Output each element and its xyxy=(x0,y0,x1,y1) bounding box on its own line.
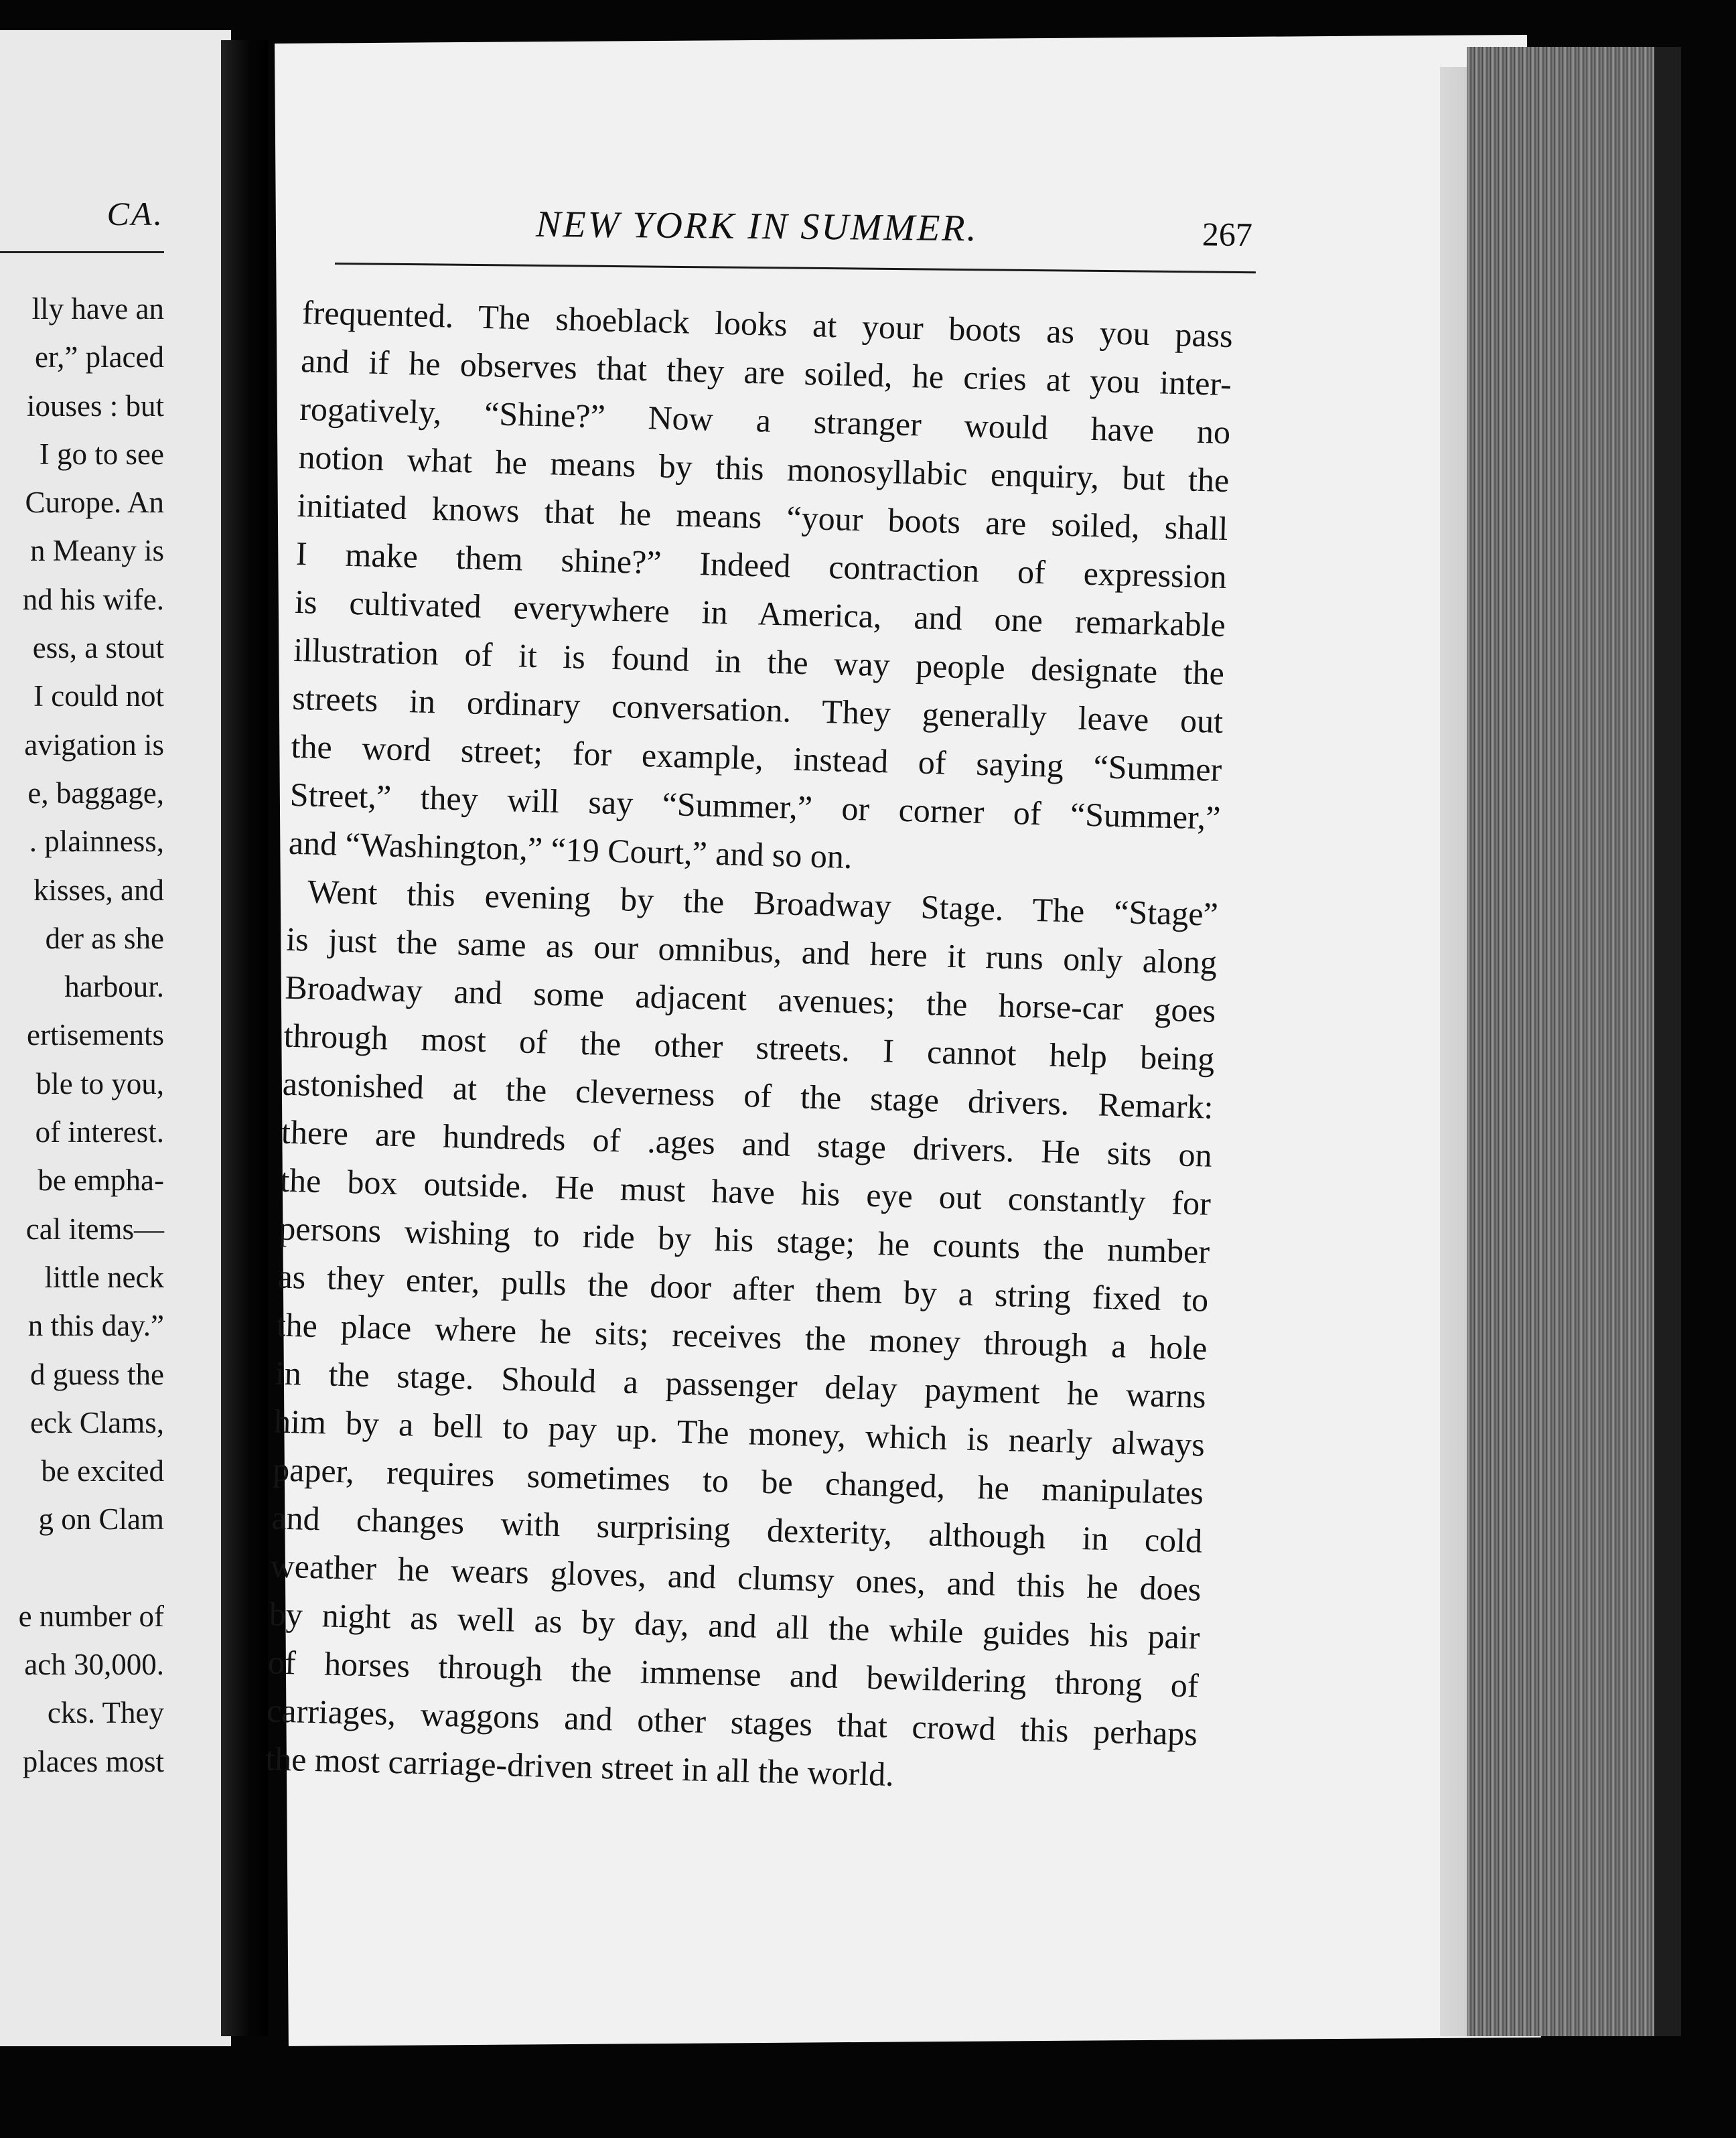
left-running-head: CA. xyxy=(106,195,164,232)
text-line: Broadway and some adjacent avenues; the horse-car goes xyxy=(284,968,1216,1029)
left-text-line: places most xyxy=(22,1744,164,1778)
left-text-line: I go to see xyxy=(39,437,164,471)
text-line: the word street; for example, instead of saying “Summer xyxy=(290,727,1222,788)
left-text-line: cal items— xyxy=(25,1212,164,1246)
text-line: weather he wears gloves, and clumsy ones, and this he does xyxy=(270,1547,1202,1608)
text-line: and changes with surprising dexterity, although in cold xyxy=(271,1498,1203,1560)
text-line: initiated knows that he means “your boots are soiled, shall xyxy=(297,486,1229,548)
running-head: NEW YORK IN SUMMER. xyxy=(535,203,979,250)
text-line: by night as well as by day, and all the while guides his pair xyxy=(269,1595,1201,1656)
left-text-line: n Meany is xyxy=(30,534,164,568)
paragraph xyxy=(288,288,1233,890)
left-text-line: I could not xyxy=(33,679,164,713)
left-text-line: harbour. xyxy=(64,970,164,1004)
left-text-line: ertisements xyxy=(27,1018,164,1052)
text-line: paper, requires sometimes to be changed, he manipulates xyxy=(272,1450,1204,1512)
text-line: carriages, waggons and other stages that crowd this perhaps xyxy=(266,1691,1198,1753)
text-line: the box outside. He must have his eye out constantly for xyxy=(279,1161,1212,1222)
text-line: of horses through the immense and bewildering throng of xyxy=(267,1643,1200,1705)
left-text-line: e, baggage, xyxy=(27,776,164,810)
page-body xyxy=(265,288,1234,1806)
text-line: the most carriage-driven street in all the world. xyxy=(265,1739,895,1794)
left-text-line: of interest. xyxy=(35,1115,164,1149)
left-text-line: Curope. An xyxy=(25,486,164,520)
text-line: and if he observes that they are soiled, he cries at you inter- xyxy=(300,341,1232,403)
text-line: as they enter, pulls the door after them by a string fixed to xyxy=(277,1257,1209,1319)
text-line: there are hundreds of .ages and stage drivers. He sits on xyxy=(281,1113,1213,1174)
left-text-line: kisses, and xyxy=(33,873,164,907)
text-line: I make them shine?” Indeed contraction of expression xyxy=(295,534,1228,596)
left-text-line: iouses : but xyxy=(26,388,164,423)
left-text-line: er,” placed xyxy=(34,340,164,374)
text-line: rogatively, “Shine?” Now a stranger would have no xyxy=(299,389,1231,451)
left-text-line: be empha- xyxy=(38,1163,164,1198)
text-line: illustration of it is found in the way people designate the xyxy=(293,630,1225,692)
left-text-line: g on Clam xyxy=(38,1502,164,1537)
text-line: the place where he sits; receives the money through a hole xyxy=(276,1305,1208,1367)
left-text-line: nd his wife. xyxy=(22,582,164,616)
text-line: is just the same as our omnibus, and here it runs only along xyxy=(285,920,1218,981)
page-header xyxy=(335,201,1253,263)
page-number: 267 xyxy=(1202,215,1253,254)
text-line: notion what he means by this monosyllabic enquiry, but the xyxy=(297,437,1230,500)
left-text-line xyxy=(0,1544,164,1592)
text-line: is cultivated everywhere in America, and one remarkable xyxy=(294,582,1226,644)
left-text-line: d guess the xyxy=(30,1357,164,1391)
left-text-line: avigation is xyxy=(24,727,164,762)
paragraph xyxy=(265,867,1219,1806)
left-text-line: lly have an xyxy=(31,292,164,326)
text-line: frequented. The shoeblack looks at your boots as you pass xyxy=(301,293,1234,355)
book-page-edges xyxy=(1467,47,1674,2036)
text-line: through most of the other streets. I cannot help being xyxy=(283,1016,1216,1078)
left-text-line: n this day.” xyxy=(27,1309,164,1343)
left-text-line: eck Clams, xyxy=(30,1405,164,1439)
left-page-text xyxy=(0,285,164,1786)
left-text-line: e number of xyxy=(18,1599,164,1633)
text-line: streets in ordinary conversation. They generally leave out xyxy=(291,679,1224,740)
left-text-line: . plainness, xyxy=(29,825,164,859)
text-line: Went this evening by the Broadway Stage. The “Stage” xyxy=(307,872,1219,933)
left-header-rule xyxy=(0,251,164,253)
left-text-line: little neck xyxy=(44,1260,164,1294)
text-line: him by a bell to pay up. The money, which is nearly always xyxy=(273,1402,1206,1464)
left-text-line: be excited xyxy=(41,1454,164,1488)
book-cover-edge xyxy=(1654,47,1681,2036)
left-text-line: cks. They xyxy=(47,1696,164,1730)
text-line: astonished at the cleverness of the stage drivers. Remark: xyxy=(282,1064,1214,1126)
book-gutter xyxy=(221,40,268,2036)
left-text-line: ach 30,000. xyxy=(24,1648,164,1682)
text-line: in the stage. Should a passenger delay payment he warns xyxy=(275,1354,1207,1415)
text-line: persons wishing to ride by his stage; he counts the number xyxy=(278,1209,1210,1271)
left-text-line: ble to you, xyxy=(35,1066,164,1100)
left-text-line: ess, a stout xyxy=(32,631,164,665)
text-line: and “Washington,” “19 Court,” and so on. xyxy=(288,823,853,876)
left-text-line: der as she xyxy=(45,921,164,955)
text-line: Street,” they will say “Summer,” or corner of “Summer,” xyxy=(289,775,1222,837)
